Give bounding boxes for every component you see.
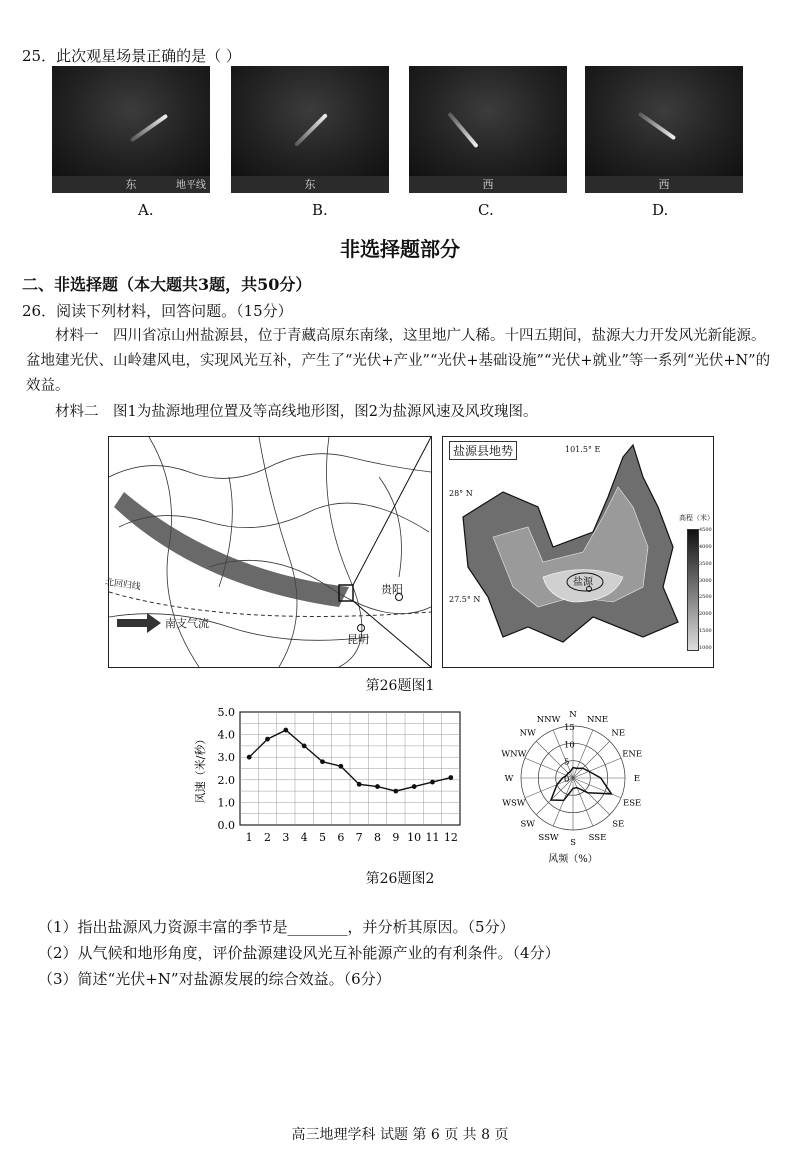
direction-label: SSE <box>588 833 607 844</box>
wind-speed-chart <box>192 702 482 867</box>
x-tick-label: 7 <box>355 831 363 844</box>
fig2-caption: 第26题图2 <box>365 871 435 887</box>
horizon-label: 地平线 <box>176 180 206 191</box>
airflow-arrow-icon <box>117 613 161 633</box>
data-point <box>338 764 343 769</box>
rose-axis-label: 风频（%） <box>548 854 598 865</box>
inset-city-label: 盐源 <box>573 577 593 588</box>
material-1: 材料一 四川省凉山州盐源县，位于青藏高原东南缘，这里地广人稀。十四五期间，盐源大力开发风光新能源。盆地建光伏、山岭建风电，实现风光互补，产生了“光伏+产业”“光伏+基础设施”“光伏+就业”等一系列“光伏+N”的效益。 <box>26 328 771 394</box>
y-tick-label: 3.0 <box>217 751 235 765</box>
fig1-caption: 第26题图1 <box>365 678 435 694</box>
direction-label: N <box>569 710 577 720</box>
wind-rose-chart <box>498 700 648 868</box>
x-tick-label: 12 <box>443 831 458 844</box>
option-d-photo <box>585 66 743 193</box>
inset-title: 盐源县地势 <box>449 441 517 460</box>
option-a-direction: 东 <box>125 178 137 191</box>
ring-label: 0 <box>564 775 570 785</box>
y-tick-label: 0.0 <box>217 819 235 832</box>
direction-label: ENE <box>622 749 643 760</box>
legend-tick: 2000 <box>699 611 712 618</box>
option-d-direction: 西 <box>658 178 670 191</box>
guiyang-label: 贵阳 <box>381 583 403 596</box>
x-tick-label: 5 <box>319 831 326 844</box>
x-tick-label: 2 <box>264 831 271 844</box>
direction-label: NNW <box>536 714 561 725</box>
direction-label: W <box>504 774 514 784</box>
section-title: 非选择题部分 <box>340 237 460 261</box>
q26-stem: 26．阅读下列材料，回答问题。（15分） <box>22 302 293 320</box>
legend-title: 高程（米） <box>679 514 714 522</box>
x-tick-label: 4 <box>300 831 308 844</box>
ring-label: 15 <box>564 723 575 733</box>
kunming-label: 昆明 <box>347 633 369 646</box>
q25-stem: 25．此次观星场景正确的是（ ） <box>22 47 241 65</box>
legend-tick: 2500 <box>699 594 712 601</box>
legend-tick: 4000 <box>699 543 712 550</box>
legend-tick: 3500 <box>699 560 712 567</box>
data-point <box>320 759 325 764</box>
legend-tick: 1500 <box>699 628 712 635</box>
data-point <box>283 728 288 733</box>
x-tick-label: 8 <box>374 831 381 844</box>
direction-label: NW <box>519 728 536 739</box>
inset-lon: 101.5° E <box>565 445 601 454</box>
legend-tick: 3000 <box>699 577 712 584</box>
y-tick-label: 2.0 <box>217 773 235 787</box>
elevation-legend-bar <box>687 529 699 651</box>
y-tick-label: 4.0 <box>217 728 235 742</box>
x-tick-label: 1 <box>245 831 253 844</box>
sub-question-1: （1）指出盐源风力资源丰富的季节是________，并分析其原因。（5分） <box>38 918 515 936</box>
ring-label: 5 <box>564 757 570 768</box>
option-a-photo <box>52 66 210 193</box>
x-tick-label: 11 <box>425 831 440 844</box>
x-tick-label: 10 <box>407 831 422 844</box>
direction-label: SE <box>612 819 625 830</box>
location-map <box>104 436 432 668</box>
direction-label: NE <box>611 728 626 739</box>
inset-lat-28: 28° N <box>449 489 473 498</box>
option-c-label: C. <box>478 201 494 219</box>
data-point <box>375 784 380 789</box>
option-d-label: D. <box>652 201 669 219</box>
direction-label: ESE <box>623 798 642 809</box>
option-b-photo <box>231 66 389 193</box>
data-point <box>247 755 252 760</box>
data-point <box>412 784 417 789</box>
direction-label: SW <box>520 819 536 830</box>
option-c-photo <box>409 66 567 193</box>
direction-label: WSW <box>502 798 526 809</box>
data-point <box>430 780 435 785</box>
page-footer: 高三地理学科 试题 第 6 页 共 8 页 <box>291 1127 509 1143</box>
y-tick-label: 5.0 <box>217 706 235 719</box>
material-2: 材料二 图1为盐源地理位置及等高线地形图，图2为盐源风速及风玫瑰图。 <box>55 404 538 420</box>
direction-label: E <box>633 774 641 784</box>
ring-label: 10 <box>564 740 575 751</box>
tropic-label: 北回归线 <box>104 577 142 593</box>
topo-inset <box>442 436 714 668</box>
x-tick-label: 3 <box>282 831 290 844</box>
direction-label: SSW <box>538 833 559 844</box>
x-tick-label: 6 <box>337 831 345 844</box>
airflow-band <box>114 492 349 607</box>
data-point <box>357 782 362 787</box>
x-tick-label: 9 <box>392 831 400 844</box>
option-c-direction: 西 <box>482 178 494 191</box>
sub-question-2: （2）从气候和地形角度，评价盐源建设风光互补能源产业的有利条件。（4分） <box>38 944 560 962</box>
option-b-label: B. <box>312 201 328 219</box>
data-point <box>302 744 307 749</box>
data-point <box>393 789 398 794</box>
direction-label: NNE <box>586 714 609 725</box>
inset-lat-275: 27.5° N <box>449 595 481 604</box>
y-axis-label: 风速（米/秒） <box>194 733 207 804</box>
airflow-label: 南支气流 <box>165 617 209 630</box>
legend-tick: 1000 <box>699 645 712 651</box>
data-point <box>448 775 453 780</box>
y-tick-label: 1.0 <box>217 796 235 810</box>
data-point <box>265 737 270 742</box>
section-subheading: 二、非选择题（本大题共3题，共50分） <box>22 275 312 294</box>
option-b-direction: 东 <box>304 178 316 191</box>
legend-tick: 4500 <box>699 527 712 533</box>
direction-label: WNW <box>501 749 527 760</box>
option-a-label: A. <box>138 201 154 219</box>
sub-question-3: （3）简述“光伏+N”对盐源发展的综合效益。（6分） <box>38 970 391 988</box>
direction-label: S <box>570 838 576 848</box>
